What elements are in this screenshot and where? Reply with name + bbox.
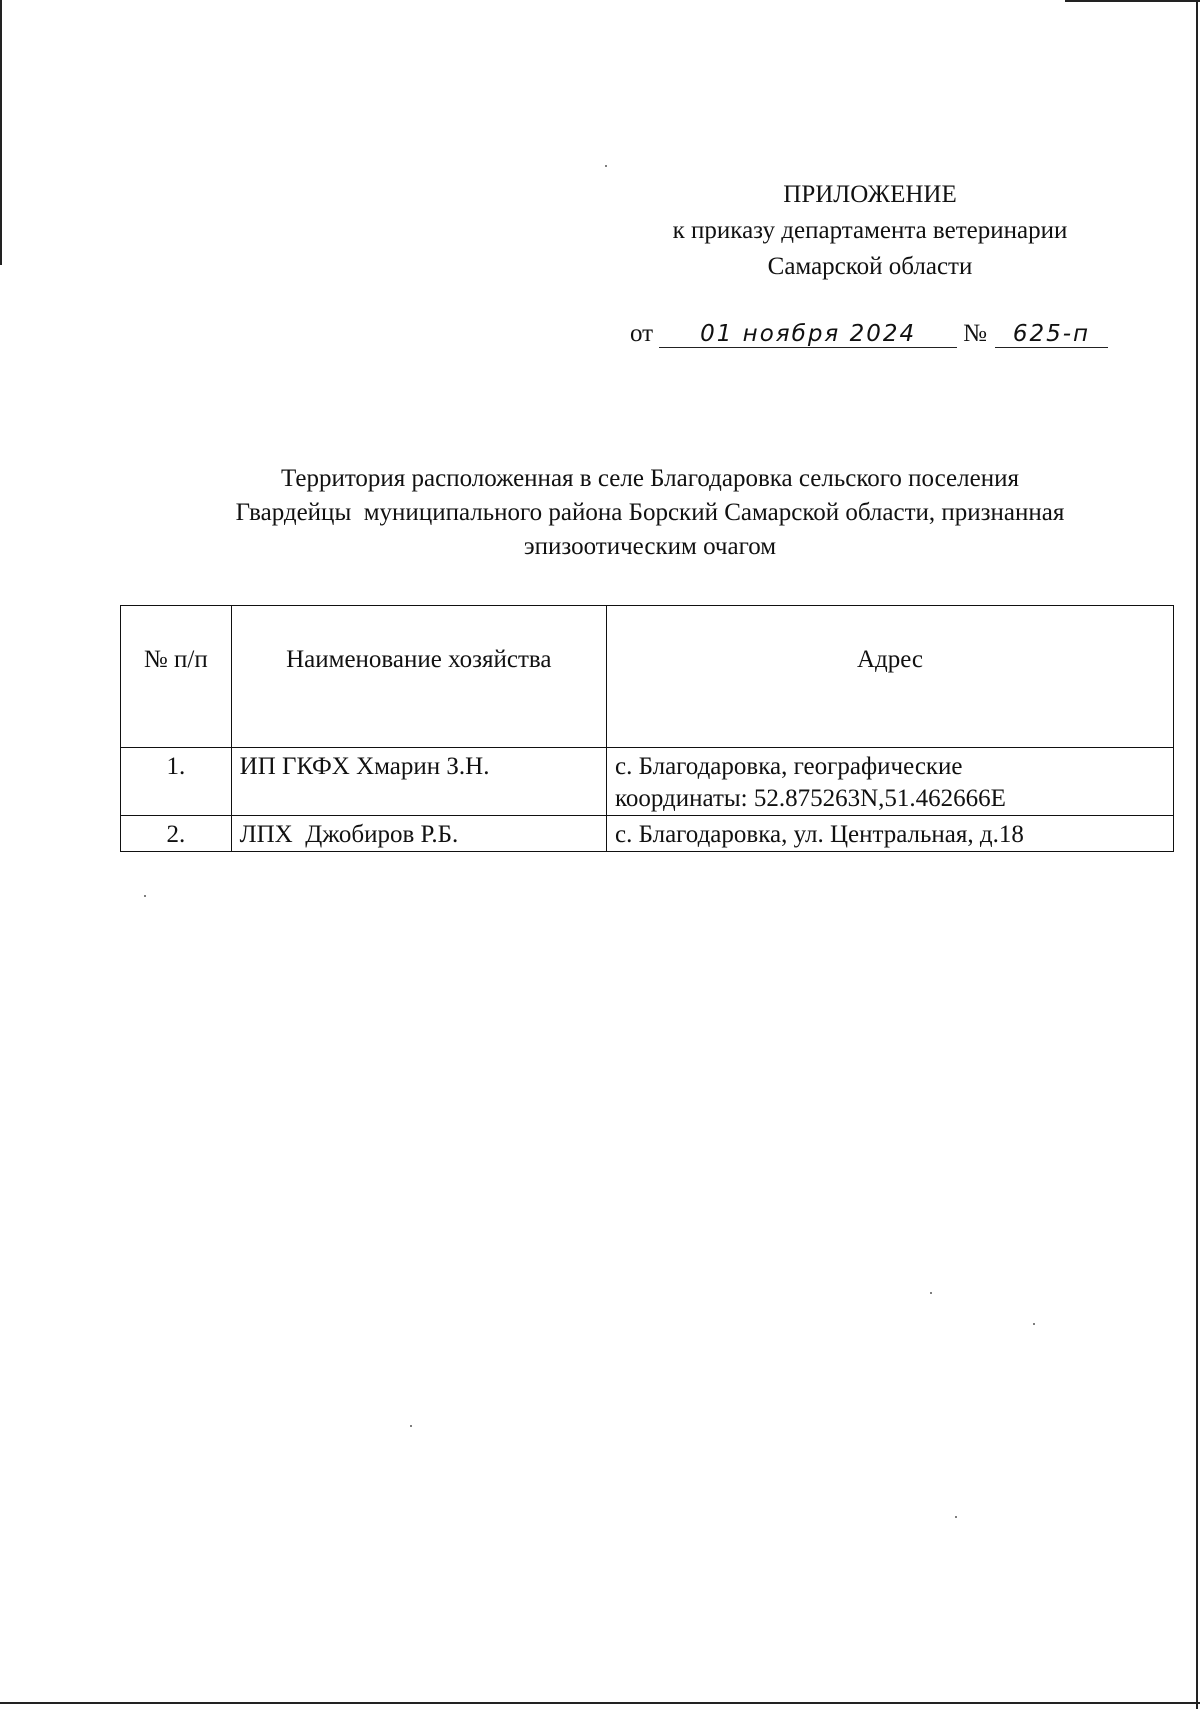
order-reference — [630, 320, 1108, 348]
scan-edge-top — [1065, 0, 1200, 2]
order-number-label: № — [963, 320, 987, 347]
scan-speck — [410, 1425, 412, 1427]
row-number: 2. — [121, 816, 232, 852]
scan-speck — [955, 1516, 957, 1518]
scan-speck — [930, 1292, 932, 1294]
scan-speck — [605, 165, 607, 167]
row-address-line: с. Благодаровка, географические — [614, 753, 963, 780]
row-address — [606, 748, 1173, 816]
row-number: 1. — [121, 748, 232, 816]
row-address-line: координаты: 52.875263N,51.462666E — [614, 785, 1006, 812]
scan-edge-left — [0, 0, 2, 265]
scan-speck — [1033, 1323, 1035, 1325]
scan-speck — [144, 895, 146, 897]
row-address — [606, 816, 1173, 852]
order-from-label: от — [630, 320, 654, 347]
row-farm-name: ЛПХ Джобиров Р.Б. — [231, 816, 606, 852]
table-row — [121, 748, 1174, 816]
scan-edge-bottom — [0, 1702, 1200, 1704]
header-number: № п/п — [121, 606, 232, 748]
table-row — [121, 816, 1174, 852]
document-heading — [150, 462, 1150, 564]
annex-title: ПРИЛОЖЕНИЕ — [783, 181, 957, 208]
order-number: 625-п — [995, 321, 1108, 348]
heading-line-3: эпизоотическим очагом — [523, 533, 777, 560]
farms-table — [120, 605, 1174, 852]
row-farm-name: ИП ГКФХ Хмарин З.Н. — [231, 748, 606, 816]
table-header-row — [121, 606, 1174, 748]
annex-line-2: Самарской области — [767, 253, 973, 280]
heading-line-2: Гвардейцы муниципального района Борский Самарской области, признанная — [235, 499, 1065, 526]
row-address-line: с. Благодаровка, ул. Центральная, д.18 — [614, 821, 1024, 848]
header-address: Адрес — [606, 606, 1173, 748]
scan-edge-right — [1196, 0, 1198, 1709]
order-date: 01 ноября 2024 — [659, 321, 957, 348]
annex-block — [620, 177, 1120, 285]
header-farm-name: Наименование хозяйства — [231, 606, 606, 748]
heading-line-1: Территория расположенная в селе Благодаровка сельского поселения — [281, 465, 1019, 492]
annex-line-1: к приказу департамента ветеринарии — [672, 217, 1068, 244]
